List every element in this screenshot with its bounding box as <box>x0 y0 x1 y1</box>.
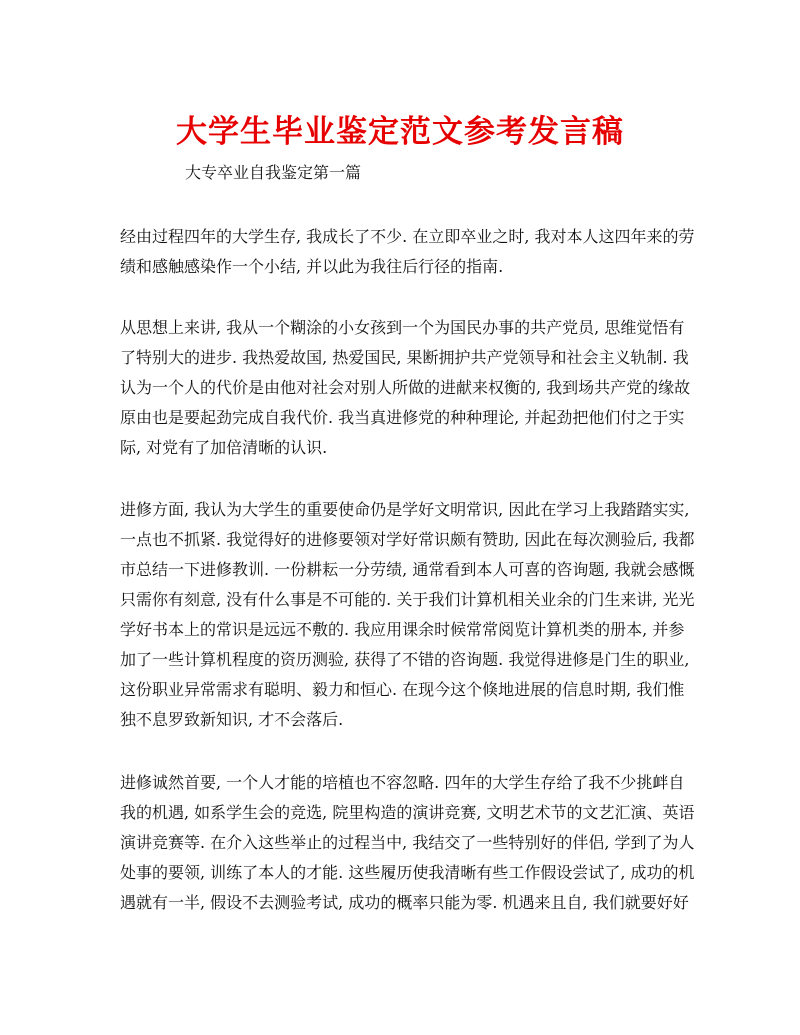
paragraph-1 <box>120 222 695 282</box>
paragraph-line: 认为一个人的代价是由他对社会对别人所做的进献来权衡的, 我到场共产党的缘故 <box>120 378 691 397</box>
paragraph-line: 独不息罗致新知识, 才不会落后. <box>120 710 344 729</box>
paragraph-line: 进修诚然首要, 一个人才能的培植也不容忽略. 四年的大学生存给了我不少挑衅自 <box>120 773 685 792</box>
paragraph-line: 遇就有一半, 假设不去测验考试, 成功的概率只能为零. 机遇来且自, 我们就要好好 <box>120 893 689 912</box>
paragraph-line: 这份职业异常需求有聪明、毅力和恒心. 在现今这个倏地进展的信息时期, 我们惟 <box>120 680 685 699</box>
paragraph-line: 一点也不抓紧. 我觉得好的进修要领对学好常识颇有赞助, 因此在每次测验后, 我都 <box>120 530 695 549</box>
paragraph-line: 绩和感触感染作一个小结, 并以此为我往后行径的指南. <box>120 257 504 276</box>
paragraph-line: 加了一些计算机程度的资历测验, 获得了不错的咨询题. 我觉得进修是门生的职业, <box>120 650 690 669</box>
document-title: 大学生毕业鉴定范文参考发言稿 <box>176 114 624 150</box>
paragraph-line: 进修方面, 我认为大学生的重要使命仍是学好文明常识, 因此在学习上我踏踏实实, <box>120 500 690 519</box>
document-subtitle: 大专卒业自我鉴定第一篇 <box>185 163 362 182</box>
paragraph-line: 际, 对党有了加倍清晰的认识. <box>120 438 328 457</box>
paragraph-line: 市总结一下进修教训. 一份耕耘一分劳绩, 通常看到本人可喜的咨询题, 我就会感慨 <box>120 560 695 579</box>
paragraph-line: 只需你有刻意, 没有什么事是不可能的. 关于我们计算机相关业余的门生来讲, 光光 <box>120 590 695 609</box>
paragraph-3 <box>120 495 695 735</box>
paragraph-line: 我的机遇, 如系学生会的竞选, 院里构造的演讲竞赛, 文明艺术节的文艺汇演、英语 <box>120 803 695 822</box>
paragraph-line: 从思想上来讲, 我从一个糊涂的小女孩到一个为国民办事的共产党员, 思维觉悟有 <box>120 318 685 337</box>
paragraph-2 <box>120 313 691 463</box>
paragraph-line: 演讲竞赛等. 在介入这些举止的过程当中, 我结交了一些特别好的伴侣, 学到了为人 <box>120 833 695 852</box>
paragraph-line: 了特别大的进步. 我热爱故国, 热爱国民, 果断拥护共产党领导和社会主义轨制. 我 <box>120 348 689 367</box>
paragraph-line: 学好书本上的常识是远远不敷的. 我应用课余时候常常阅览计算机类的册本, 并参 <box>120 620 685 639</box>
paragraph-4 <box>120 768 695 918</box>
paragraph-line: 处事的要领, 训练了本人的才能. 这些履历使我清晰有些工作假设尝试了, 成功的机 <box>120 863 695 882</box>
paragraph-line: 经由过程四年的大学生存, 我成长了不少. 在立即卒业之时, 我对本人这四年来的劳 <box>120 227 695 246</box>
paragraph-line: 原由也是要起劲完成自我代价. 我当真进修党的种种理论, 并起劲把他们付之于实 <box>120 408 685 427</box>
